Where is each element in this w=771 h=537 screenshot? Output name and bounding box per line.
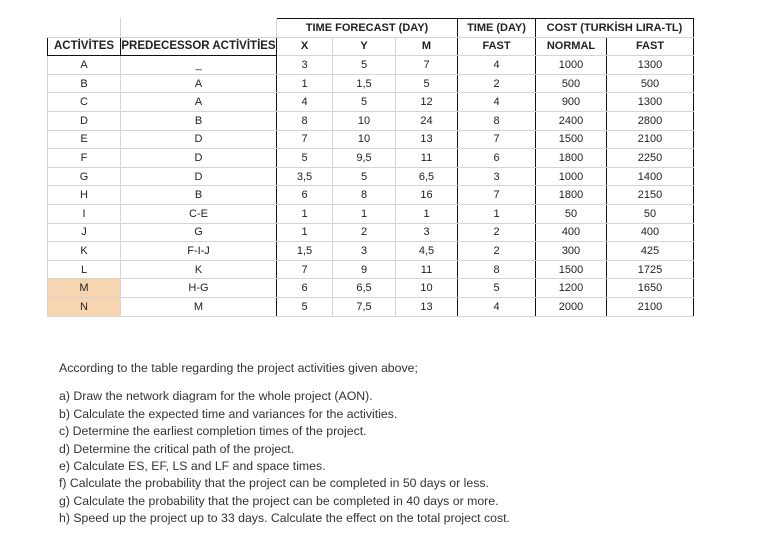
activity-cell: L — [48, 260, 121, 279]
m-cell: 11 — [396, 149, 458, 168]
x-cell: 7 — [277, 130, 333, 149]
x-cell: 8 — [277, 111, 333, 130]
fast-cost-cell: 1400 — [607, 167, 694, 186]
fast-cost-cell: 50 — [607, 204, 694, 223]
questions-intro: According to the table regarding the project activities given above; — [59, 361, 418, 375]
activity-cell: J — [48, 223, 121, 242]
header-row-2 — [48, 37, 694, 56]
m-cell: 11 — [396, 260, 458, 279]
fast-time-cell: 4 — [458, 93, 536, 112]
activity-cell: H — [48, 186, 121, 205]
fast-cost-cell: 2250 — [607, 149, 694, 168]
predecessor-cell: B — [121, 186, 277, 205]
activity-cell: M — [48, 279, 121, 298]
y-cell: 5 — [333, 167, 396, 186]
table-row — [48, 260, 694, 279]
normal-cost-cell: 300 — [536, 242, 607, 261]
activity-cell: C — [48, 93, 121, 112]
predecessor-cell: A — [121, 74, 277, 93]
table-row — [48, 149, 694, 168]
activities-header: ACTİVİTES — [48, 37, 121, 56]
question-c: c) Determine the earliest completion times of the project. — [59, 424, 367, 439]
m-cell: 6,5 — [396, 167, 458, 186]
x-cell: 1 — [277, 204, 333, 223]
normal-cost-cell: 900 — [536, 93, 607, 112]
fast-cost-cell: 425 — [607, 242, 694, 261]
table-row — [48, 186, 694, 205]
predecessor-cell: B — [121, 111, 277, 130]
m-cell: 12 — [396, 93, 458, 112]
fast-time-cell: 5 — [458, 279, 536, 298]
x-cell: 5 — [277, 297, 333, 316]
y-cell: 1 — [333, 204, 396, 223]
table-row — [48, 93, 694, 112]
y-cell: 2 — [333, 223, 396, 242]
fast-time-cell: 2 — [458, 223, 536, 242]
y-cell: 6,5 — [333, 279, 396, 298]
m-cell: 24 — [396, 111, 458, 130]
question-d: d) Determine the critical path of the project. — [59, 441, 295, 456]
normal-cost-cell: 400 — [536, 223, 607, 242]
m-cell: 10 — [396, 279, 458, 298]
spreadsheet-table-container — [47, 18, 694, 317]
y-cell: 9,5 — [333, 149, 396, 168]
m-header: M — [396, 37, 458, 56]
x-cell: 1,5 — [277, 242, 333, 261]
activity-cell: N — [48, 297, 121, 316]
m-cell: 7 — [396, 56, 458, 75]
questions-block — [59, 360, 510, 528]
fast-time-cell: 4 — [458, 56, 536, 75]
y-cell: 5 — [333, 93, 396, 112]
predecessor-cell: _ — [121, 56, 277, 75]
fast-time-cell: 4 — [458, 297, 536, 316]
m-cell: 4,5 — [396, 242, 458, 261]
predecessor-cell: H-G — [121, 279, 277, 298]
fast-cost-cell: 2150 — [607, 186, 694, 205]
y-cell: 10 — [333, 111, 396, 130]
fast-time-header: FAST — [458, 37, 536, 56]
table-row — [48, 167, 694, 186]
table-row — [48, 56, 694, 75]
normal-cost-cell: 1000 — [536, 167, 607, 186]
question-h: h) Speed up the project up to 33 days. Calculate the effect on the total project cost. — [59, 511, 510, 526]
normal-cost-header: NORMAL — [536, 37, 607, 56]
fast-cost-cell: 2100 — [607, 297, 694, 316]
header-row-1 — [48, 19, 694, 38]
fast-time-cell: 8 — [458, 111, 536, 130]
x-header: X — [277, 37, 333, 56]
activity-cell: A — [48, 56, 121, 75]
fast-cost-header: FAST — [607, 37, 694, 56]
normal-cost-cell: 1800 — [536, 186, 607, 205]
m-cell: 5 — [396, 74, 458, 93]
activity-cell: G — [48, 167, 121, 186]
table-row — [48, 279, 694, 298]
x-cell: 5 — [277, 149, 333, 168]
fast-time-cell: 6 — [458, 149, 536, 168]
header-blank-cell — [121, 19, 277, 38]
y-header: Y — [333, 37, 396, 56]
activity-cell: K — [48, 242, 121, 261]
table-row — [48, 223, 694, 242]
activity-cell: I — [48, 204, 121, 223]
m-cell: 16 — [396, 186, 458, 205]
m-cell: 13 — [396, 130, 458, 149]
normal-cost-cell: 1500 — [536, 130, 607, 149]
fast-cost-cell: 1300 — [607, 93, 694, 112]
y-cell: 1,5 — [333, 74, 396, 93]
m-cell: 3 — [396, 223, 458, 242]
cost-header: COST (TURKİSH LIRA-TL) — [536, 19, 694, 38]
predecessor-cell: M — [121, 297, 277, 316]
predecessor-cell: D — [121, 149, 277, 168]
activity-cell: B — [48, 74, 121, 93]
question-a: a) Draw the network diagram for the whole project (AON). — [59, 389, 373, 404]
normal-cost-cell: 2400 — [536, 111, 607, 130]
activity-cell: E — [48, 130, 121, 149]
fast-cost-cell: 2800 — [607, 111, 694, 130]
normal-cost-cell: 1500 — [536, 260, 607, 279]
predecessor-cell: A — [121, 93, 277, 112]
normal-cost-cell: 1800 — [536, 149, 607, 168]
question-f: f) Calculate the probability that the project can be completed in 50 days or less. — [59, 476, 489, 491]
y-cell: 8 — [333, 186, 396, 205]
m-cell: 13 — [396, 297, 458, 316]
time-day-header: TIME (DAY) — [458, 19, 536, 38]
y-cell: 5 — [333, 56, 396, 75]
table-row — [48, 204, 694, 223]
fast-cost-cell: 2100 — [607, 130, 694, 149]
x-cell: 3 — [277, 56, 333, 75]
question-e: e) Calculate ES, EF, LS and LF and space times. — [59, 459, 326, 474]
fast-cost-cell: 1650 — [607, 279, 694, 298]
fast-time-cell: 2 — [458, 242, 536, 261]
normal-cost-cell: 50 — [536, 204, 607, 223]
fast-time-cell: 1 — [458, 204, 536, 223]
predecessor-cell: K — [121, 260, 277, 279]
normal-cost-cell: 1000 — [536, 56, 607, 75]
fast-time-cell: 7 — [458, 130, 536, 149]
predecessor-cell: D — [121, 167, 277, 186]
table-row — [48, 297, 694, 316]
fast-cost-cell: 500 — [607, 74, 694, 93]
x-cell: 4 — [277, 93, 333, 112]
question-g: g) Calculate the probability that the project can be completed in 40 days or more. — [59, 493, 499, 508]
x-cell: 3,5 — [277, 167, 333, 186]
table-row — [48, 242, 694, 261]
table-row — [48, 130, 694, 149]
activity-cell: D — [48, 111, 121, 130]
y-cell: 3 — [333, 242, 396, 261]
time-forecast-header: TIME FORECAST (DAY) — [277, 19, 458, 38]
predecessor-cell: C-E — [121, 204, 277, 223]
table-row — [48, 111, 694, 130]
x-cell: 7 — [277, 260, 333, 279]
question-b: b) Calculate the expected time and variances for the activities. — [59, 406, 398, 421]
project-activities-table — [47, 18, 694, 317]
normal-cost-cell: 500 — [536, 74, 607, 93]
predecessor-cell: F-I-J — [121, 242, 277, 261]
activity-cell: F — [48, 149, 121, 168]
header-blank-cell — [48, 19, 121, 38]
predecessor-cell: G — [121, 223, 277, 242]
fast-time-cell: 8 — [458, 260, 536, 279]
y-cell: 9 — [333, 260, 396, 279]
fast-time-cell: 2 — [458, 74, 536, 93]
fast-cost-cell: 400 — [607, 223, 694, 242]
fast-time-cell: 7 — [458, 186, 536, 205]
normal-cost-cell: 2000 — [536, 297, 607, 316]
x-cell: 6 — [277, 186, 333, 205]
x-cell: 6 — [277, 279, 333, 298]
predecessor-cell: D — [121, 130, 277, 149]
fast-cost-cell: 1300 — [607, 56, 694, 75]
x-cell: 1 — [277, 223, 333, 242]
predecessor-header: PREDECESSOR ACTİVİTİES — [121, 37, 277, 56]
table-row — [48, 74, 694, 93]
fast-cost-cell: 1725 — [607, 260, 694, 279]
m-cell: 1 — [396, 204, 458, 223]
x-cell: 1 — [277, 74, 333, 93]
fast-time-cell: 3 — [458, 167, 536, 186]
normal-cost-cell: 1200 — [536, 279, 607, 298]
y-cell: 10 — [333, 130, 396, 149]
y-cell: 7,5 — [333, 297, 396, 316]
